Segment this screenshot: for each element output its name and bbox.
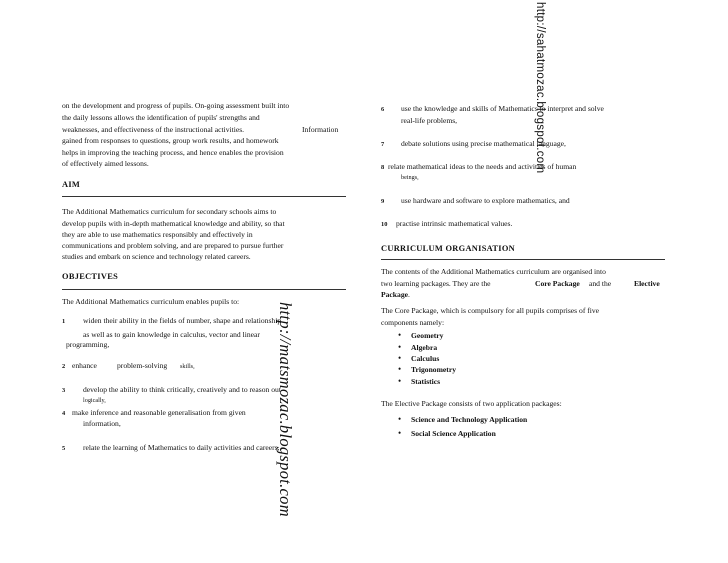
objective-text: practise intrinsic mathematical values. (396, 219, 513, 228)
package-term (381, 290, 410, 300)
intro-line-4: gained from responses to questions, group work results, and homework (62, 136, 279, 145)
curriculum-divider (381, 259, 665, 260)
intro-line-2: the daily lessons allows the identification of pupils' strengths and (62, 113, 260, 122)
core-component: Geometry (411, 331, 444, 340)
core-component: Calculus (411, 354, 440, 363)
objective-text: enhance (72, 361, 97, 370)
package-term-word: Package (381, 290, 408, 299)
elective-component: Science and Technology Application (411, 415, 528, 424)
aim-line-5: studies and embark on science and technology related careers. (62, 252, 251, 261)
bullet-icon: • (398, 414, 402, 424)
curriculum-p2-line2: components namely: (381, 318, 445, 327)
aim-line-4: communications and problem solving, and are prepared to pursue further (62, 241, 284, 250)
objective-number: 7 (381, 141, 385, 148)
intro-line-5: helps in improving the teaching process, and hence enables the provision (62, 148, 284, 157)
intro-line-3: weaknesses, and effectiveness of the instructional activities. (62, 125, 245, 134)
aim-heading: AIM (62, 180, 81, 189)
bullet-icon: • (398, 364, 402, 374)
objective-text: as well as to gain knowledge in calculus, vector and linear (83, 330, 260, 339)
objective-text: develop the ability to think critically, creatively and to reason out (83, 385, 281, 394)
objective-number: 6 (381, 106, 385, 113)
bullet-icon: • (398, 342, 402, 352)
package-term-period: . (408, 290, 410, 299)
aim-divider (62, 196, 346, 197)
objective-text: debate solutions using precise mathematical language, (401, 139, 566, 148)
objective-number: 1 (62, 318, 66, 325)
objective-text: problem-solving (117, 361, 168, 370)
objective-number: 2 (62, 363, 66, 370)
objective-text: make inference and reasonable generalisation from given (72, 408, 246, 417)
objective-number: 3 (62, 387, 66, 394)
bullet-icon: • (398, 376, 402, 386)
curriculum-heading: CURRICULUM ORGANISATION (381, 244, 516, 253)
watermark-top-url: http://sahatmozac.blogspot.com (534, 2, 546, 174)
bullet-icon: • (398, 353, 402, 363)
objectives-intro: The Additional Mathematics curriculum enables pupils to: (62, 297, 240, 306)
curriculum-p2-line1: The Core Package, which is compulsory for all pupils comprises of five (381, 306, 600, 315)
objective-text: real-life problems, (401, 116, 458, 125)
intro-line-1: on the development and progress of pupils. On-going assessment built into (62, 101, 290, 110)
core-component: Trigonometry (411, 365, 456, 374)
objective-number: 8 (381, 164, 385, 171)
objectives-heading: OBJECTIVES (62, 272, 119, 281)
objective-text: skills, (180, 363, 195, 370)
curriculum-p1-line1: The contents of the Additional Mathematics curriculum are organised into (381, 267, 606, 276)
intro-line-3-right: Information (302, 125, 339, 134)
aim-line-1: The Additional Mathematics curriculum for secondary schools aims to (62, 207, 277, 216)
watermark-middle-url: http://matsmozac.blogspot.com (276, 302, 295, 517)
core-component: Statistics (411, 377, 441, 386)
aim-line-3: they are able to use mathematics responsibly and effectively in (62, 230, 253, 239)
objective-text: programming, (66, 340, 110, 349)
objective-text: use the knowledge and skills of Mathematics to interpret and solve (401, 104, 604, 113)
objective-number: 5 (62, 445, 66, 452)
curriculum-and-the: and the (589, 279, 612, 288)
objective-text: use hardware and software to explore mathematics, and (401, 196, 570, 205)
objective-number: 9 (381, 198, 385, 205)
elective-component: Social Science Application (411, 429, 496, 438)
objective-text: relate mathematical ideas to the needs and activities of human (388, 162, 577, 171)
objectives-divider (62, 289, 346, 290)
objective-text: widen their ability in the fields of number, shape and relationship (83, 316, 282, 325)
objective-text: logically, (83, 397, 106, 404)
objective-text: information, (83, 419, 121, 428)
objective-text: relate the learning of Mathematics to daily activities and careers, (83, 443, 280, 452)
bullet-icon: • (398, 330, 402, 340)
core-package-term: Core Package (535, 279, 580, 288)
curriculum-p1-line2: two learning packages. They are the (381, 279, 491, 288)
bullet-icon: • (398, 428, 402, 438)
elective-term: Elective (634, 279, 660, 288)
intro-line-6: of effectively aimed lessons. (62, 159, 149, 168)
curriculum-p3: The Elective Package consists of two application packages: (381, 399, 562, 408)
objective-text: beings, (401, 174, 419, 181)
objective-number: 10 (381, 221, 388, 228)
objective-number: 4 (62, 410, 66, 417)
aim-line-2: develop pupils with in-depth mathematical knowledge and ability, so that (62, 219, 285, 228)
core-component: Algebra (411, 343, 438, 352)
